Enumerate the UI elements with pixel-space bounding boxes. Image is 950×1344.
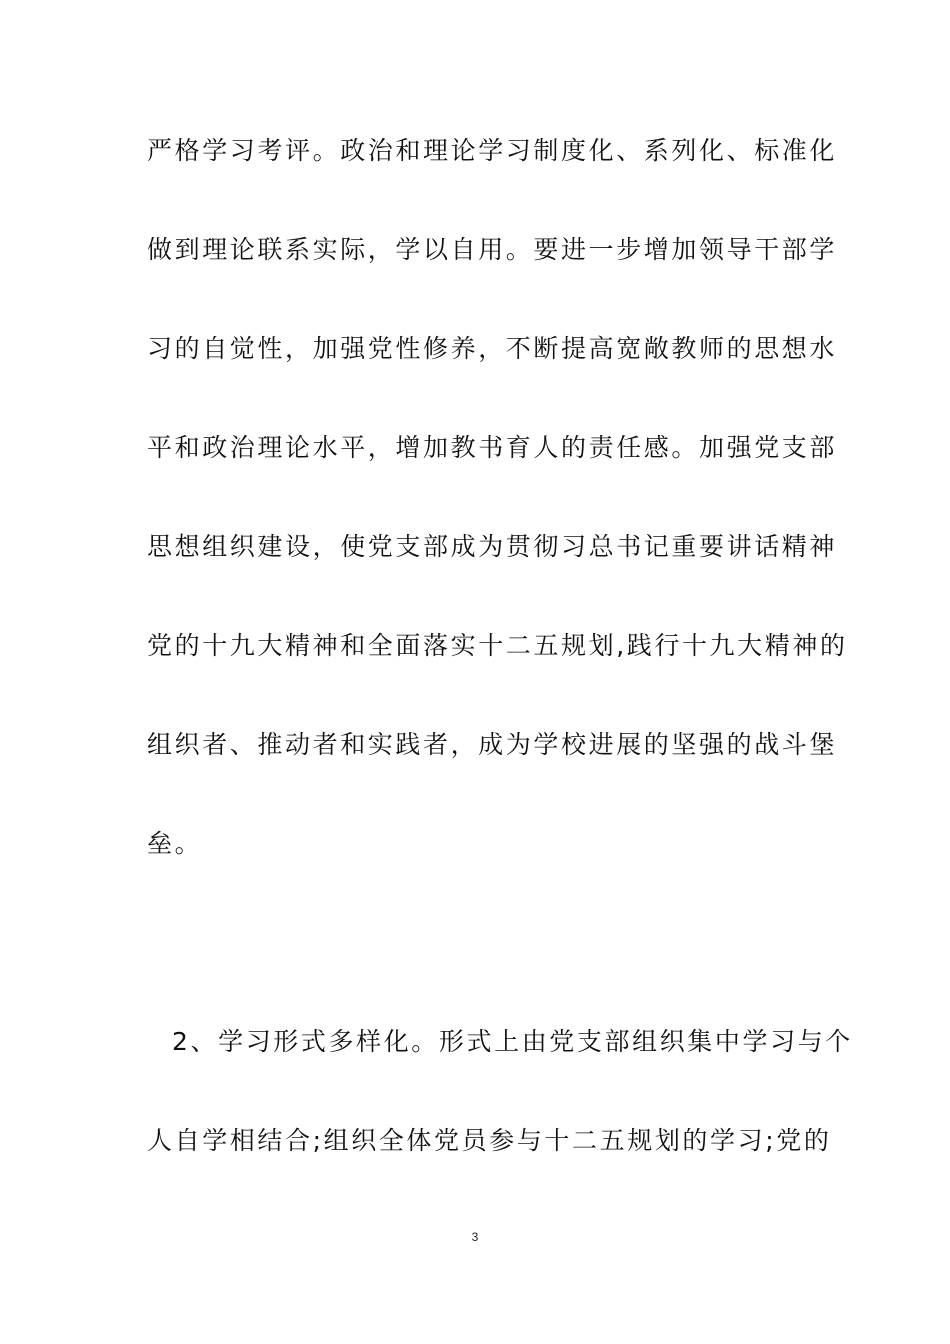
paragraph-line: 人自学相结合;组织全体党员参与十二五规划的学习;党的 (147, 1126, 832, 1155)
paragraph-line: 做到理论联系实际，学以自用。要进一步增加领导干部学 (147, 235, 838, 264)
paragraph-line: 平和政治理论水平，增加教书育人的责任感。加强党支部 (147, 433, 838, 462)
paragraph-line: 2、学习形式多样化。形式上由党支部组织集中学习与个 (172, 1027, 853, 1056)
paragraph-line: 组织者、推动者和实践者，成为学校进展的坚强的战斗堡 (147, 730, 838, 759)
page-number: 3 (471, 1230, 479, 1244)
paragraph-line: 思想组织建设，使党支部成为贯彻习总书记重要讲话精神 (147, 532, 838, 561)
paragraph-line: 习的自觉性，加强党性修养，不断提高宽敞教师的思想水 (147, 334, 838, 363)
paragraph-line: 党的十九大精神和全面落实十二五规划,践行十九大精神的 (147, 631, 848, 660)
paragraph-line: 严格学习考评。政治和理论学习制度化、系列化、标准化 (147, 136, 838, 165)
paragraph-line: 垒。 (147, 829, 203, 858)
